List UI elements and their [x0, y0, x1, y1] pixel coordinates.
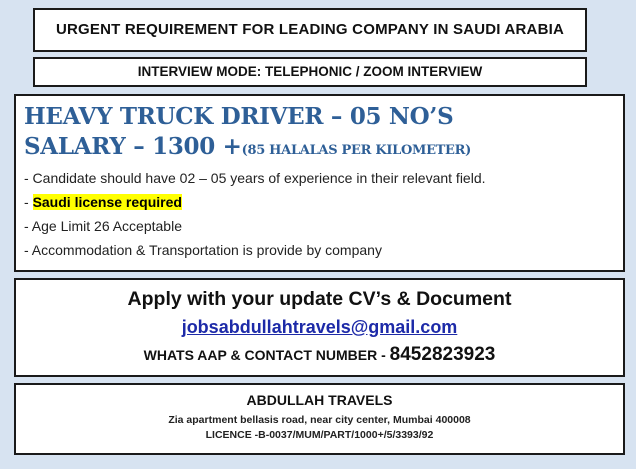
apply-headline: Apply with your update CV’s & Document	[127, 288, 512, 310]
job-details-panel	[14, 94, 625, 272]
requirement-license-prefix: -	[24, 194, 33, 210]
requirement-license-highlight: Saudi license required	[32, 194, 182, 210]
company-address: Zia apartment bellasis road, near city center, Mumbai 400008	[168, 414, 471, 426]
urgent-banner	[33, 8, 587, 52]
email-link[interactable]: jobsabdullahtravels@gmail.com	[181, 317, 458, 337]
requirement-license	[24, 190, 623, 214]
contact-line	[16, 344, 623, 366]
salary-note: (85 HALALAS PER KILOMETER)	[241, 143, 472, 158]
company-name: ABDULLAH TRAVELS	[246, 392, 393, 408]
interview-mode-banner	[33, 57, 587, 87]
requirement-experience: - Candidate should have 02 – 05 years of experience in their relevant field.	[24, 170, 486, 186]
job-title: HEAVY TRUCK DRIVER – 05 NO’S	[24, 103, 454, 130]
company-footer	[14, 383, 625, 455]
requirement-age: - Age Limit 26 Acceptable	[24, 218, 182, 234]
contact-number: 8452823923	[389, 344, 496, 365]
salary-amount: SALARY – 1300 +	[24, 133, 242, 160]
urgent-title: URGENT REQUIREMENT FOR LEADING COMPANY IN SAUDI ARABIA	[55, 21, 565, 38]
interview-mode-text: INTERVIEW MODE: TELEPHONIC / ZOOM INTERVIEW	[137, 64, 483, 79]
apply-panel	[14, 278, 625, 377]
company-licence: LICENCE -B-0037/MUM/PART/1000+/5/3393/92	[205, 429, 434, 441]
salary-line	[24, 132, 623, 166]
requirement-accommodation: - Accommodation & Transportation is provide by company	[24, 242, 382, 258]
contact-label: WHATS AAP & CONTACT NUMBER -	[143, 347, 390, 363]
